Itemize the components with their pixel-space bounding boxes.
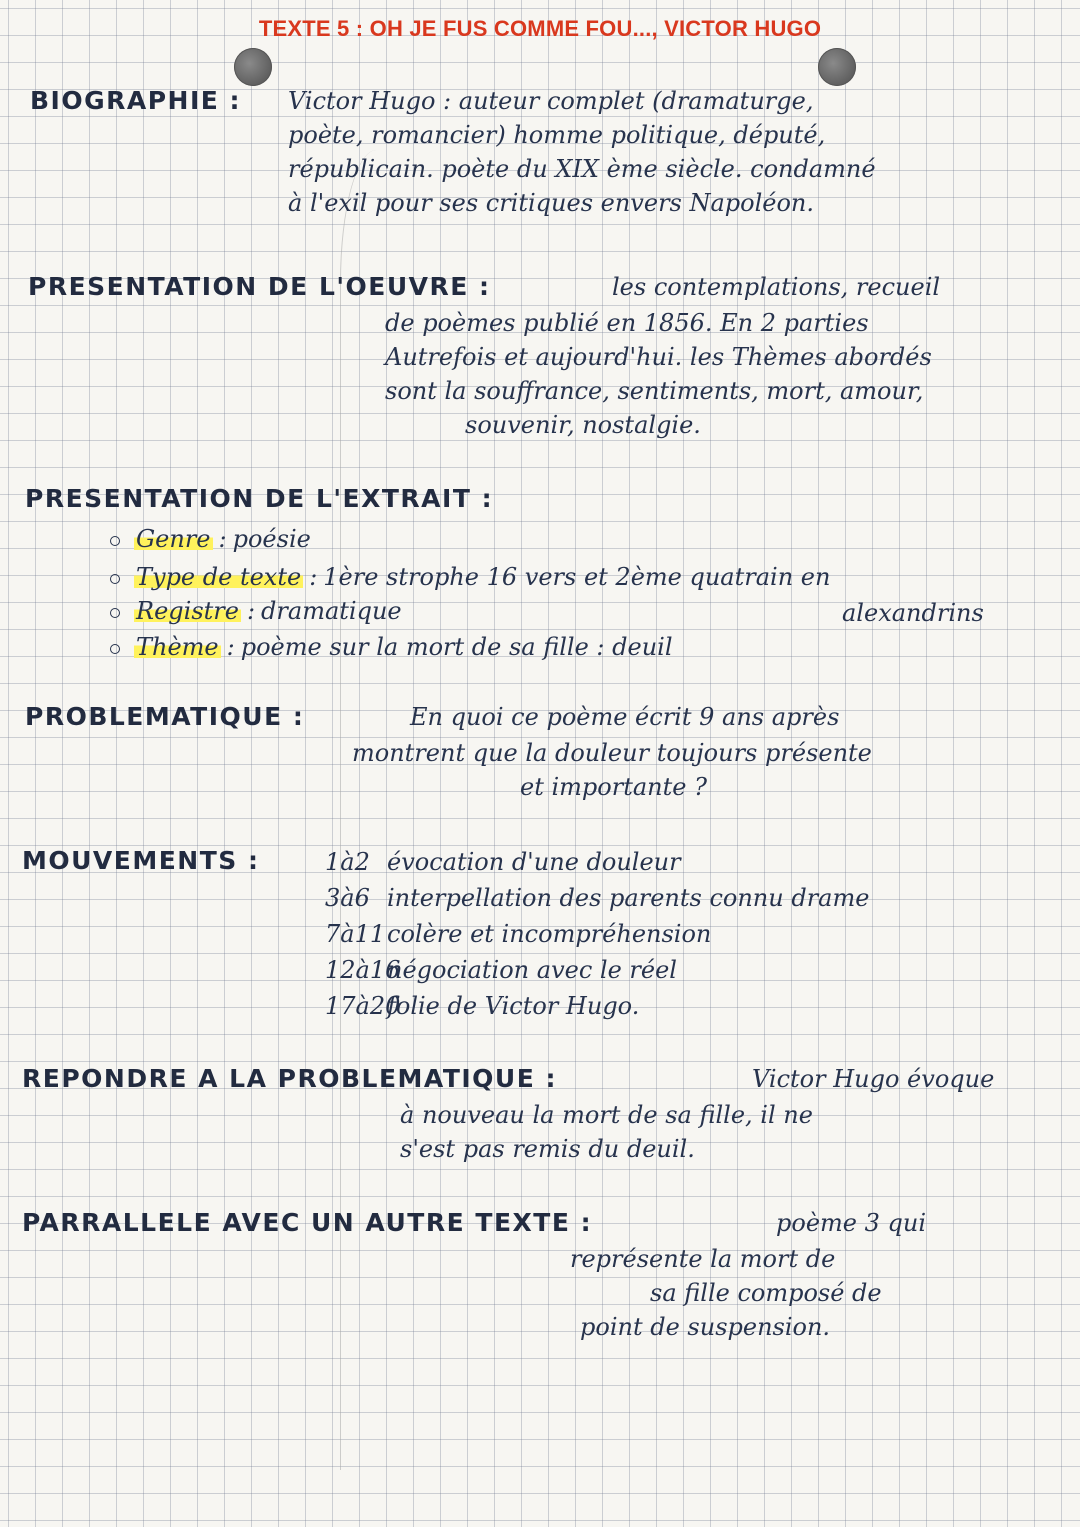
oeuvre-line: Autrefois et aujourd'hui. les Thèmes abordés [385, 343, 932, 371]
mouvement-row [325, 988, 869, 1024]
mouvement-range: 17à20 [325, 992, 401, 1020]
mouvement-row [325, 844, 869, 880]
mouvement-text: négociation avec le réel [387, 956, 677, 984]
biographie-line: poète, romancier) homme politique, député, [288, 121, 826, 149]
mouvement-text: évocation d'une douleur [387, 848, 681, 876]
extrait-item-label: Type de texte [136, 563, 302, 591]
extrait-item-text: poème sur la mort de sa fille : deuil [240, 633, 673, 661]
mouvement-row [325, 916, 869, 952]
biographie-line: Victor Hugo : auteur complet (dramaturge, [288, 87, 814, 115]
mouvement-range: 7à11 [325, 920, 386, 948]
bullet-icon [110, 644, 120, 654]
mouvement-range: 3à6 [325, 884, 370, 912]
problematique-line: montrent que la douleur toujours présente [352, 739, 872, 767]
extrait-item-text: poésie [232, 525, 311, 553]
extrait-item-label: Genre [136, 525, 211, 553]
biographie-line: républicain. poète du XIX ème siècle. condamné [288, 155, 876, 183]
extrait-item-text: 1ère strophe 16 vers et 2ème quatrain en [323, 563, 831, 591]
oeuvre-line: sont la souffrance, sentiments, mort, amour, [385, 377, 924, 405]
extrait-item-theme: Thème : poème sur la mort de sa fille : deuil [110, 630, 673, 664]
extrait-item-genre: Genre : poésie [110, 522, 311, 556]
problematique-line: et importante ? [520, 773, 707, 801]
extrait-item-label: Thème [136, 633, 219, 661]
biographie-text [288, 84, 876, 220]
oeuvre-line: souvenir, nostalgie. [465, 411, 701, 439]
repondre-text [400, 1098, 813, 1166]
oeuvre-text [385, 306, 932, 442]
repondre-line: à nouveau la mort de sa fille, il ne [400, 1101, 813, 1129]
parallele-line: représente la mort de [570, 1245, 836, 1273]
biographie-line: à l'exil pour ses critiques envers Napoléon. [288, 189, 815, 217]
parallele-line: sa fille composé de [650, 1279, 882, 1307]
page-title: TEXTE 5 : OH JE FUS COMME FOU..., VICTOR HUGO [258, 16, 822, 41]
mouvement-range: 12à16 [325, 956, 401, 984]
mouvement-row [325, 952, 869, 988]
bullet-icon [110, 608, 120, 618]
extrait-item-label: Registre [136, 597, 239, 625]
parallele-text [570, 1242, 882, 1344]
bullet-icon [110, 536, 120, 546]
extrait-item-registre: Registre : dramatique [110, 594, 402, 628]
problematique-first-line: En quoi ce poème écrit 9 ans après [410, 703, 840, 731]
bullet-icon [110, 574, 120, 584]
extrait-item-extra: alexandrins [842, 599, 984, 627]
biographie-heading: BIOGRAPHIE : [30, 86, 242, 115]
repondre-heading: REPONDRE A LA PROBLEMATIQUE : [22, 1064, 558, 1093]
mouvement-text: colère et incompréhension [387, 920, 712, 948]
extrait-heading: PRESENTATION DE L'EXTRAIT : [25, 484, 494, 513]
oeuvre-first-line: les contemplations, recueil [612, 273, 941, 301]
mouvements-heading: MOUVEMENTS : [22, 846, 260, 875]
extrait-item-text: dramatique [261, 597, 402, 625]
parallele-heading: PARRALLELE AVEC UN AUTRE TEXTE : [22, 1208, 593, 1237]
mouvement-range: 1à2 [325, 848, 370, 876]
oeuvre-line: de poèmes publié en 1856. En 2 parties [385, 309, 869, 337]
binder-hole-left [234, 48, 272, 86]
mouvement-row [325, 880, 869, 916]
parallele-first-line: poème 3 qui [776, 1209, 926, 1237]
binder-hole-right [818, 48, 856, 86]
mouvement-text: folie de Victor Hugo. [387, 992, 640, 1020]
problematique-heading: PROBLEMATIQUE : [25, 702, 305, 731]
parallele-line: point de suspension. [580, 1313, 831, 1341]
extrait-item-type: Type de texte : 1ère strophe 16 vers et 2ème quatrain en [110, 560, 830, 594]
problematique-text [352, 736, 872, 804]
oeuvre-heading: PRESENTATION DE L'OEUVRE : [28, 272, 491, 301]
mouvement-text: interpellation des parents connu drame [387, 884, 870, 912]
mouvements-list [325, 844, 869, 1024]
repondre-first-line: Victor Hugo évoque [752, 1065, 995, 1093]
repondre-line: s'est pas remis du deuil. [400, 1135, 695, 1163]
